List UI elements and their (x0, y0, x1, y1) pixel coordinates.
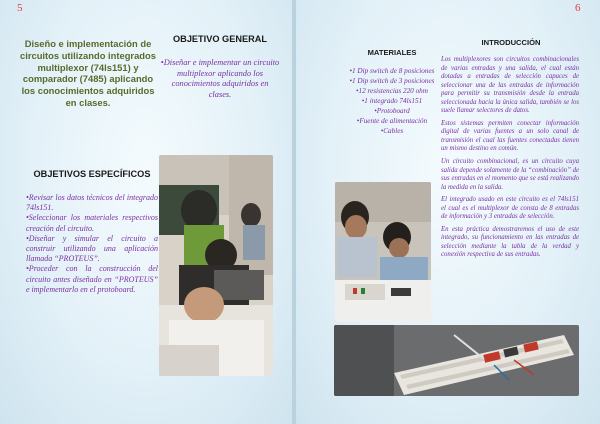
paragraph: Estos sistemas permiten conectar información digital de varias fuentes a un solo canal de transmisión el cual las fuentes conectadas tienen un mismo destino en común. (441, 119, 579, 153)
list-item: •Diseñar y simular el circuito a construir utilizando una aplicación llamada “PROTEUS”. (26, 233, 158, 264)
materiales-heading: MATERIALES (367, 48, 417, 57)
students-photo-image (335, 182, 431, 322)
classroom-photo-image (159, 155, 273, 376)
list-item: •Cables (380, 127, 404, 135)
list-item: •Proceder con la construcción del circuito antes diseñado en “PROTEUS” e implementarlo en el protoboard. (26, 264, 158, 294)
list-item: •1 integrado 74ls151 (361, 97, 423, 105)
introduccion-text (441, 56, 579, 264)
protoboard-photo-image (334, 325, 579, 396)
protoboard-photo (334, 325, 579, 396)
list-item: •12 resistencias 220 ohm (356, 87, 428, 95)
classroom-photo (159, 155, 273, 376)
objetivo-general-text: •Diseñar e implementar un circuito multiplexor aplicando los conocimientos adquiridos en clases. (160, 58, 280, 99)
page-number: 5 (17, 2, 23, 14)
paragraph: Los multiplexores son circuitos combinacionales de varias entradas y una salida, el cual están dotadas a entradas de selección capaces de seleccionar una de las entradas de información para permitir su transmisión desde la entrada seleccionada hacia la única salida, también se los suele llamar selectores de datos. (441, 56, 579, 115)
list-item: •1 Dip switch de 3 posiciones (349, 77, 435, 85)
students-photo (335, 182, 431, 322)
paragraph: El integrado usado en este circuito es el 74ls151 el cual es el multiplexor de consta de 8 entradas de información y 3 entradas de selección. (441, 196, 579, 221)
paragraph: En esta práctica demostraremos el uso de este integrado, su funcionamiento en las entradas de selección mediante la tabla de la verdad y conexión respectiva de sus entradas. (441, 225, 579, 259)
page-number: 6 (575, 2, 581, 14)
document-title: Diseño e implementación de circuitos utilizando integrados multiplexor (74ls151) y comparador (7485) aplicando los conocimientos adquiridos en clases. (20, 38, 156, 108)
objetivos-especificos-heading: OBJETIVOS ESPECÍFICOS (33, 169, 151, 179)
list-item: •1 Dip switch de 8 posiciones (349, 67, 435, 75)
introduccion-heading: INTRODUCCIÓN (481, 38, 541, 47)
left-page (0, 0, 292, 424)
objetivo-general-heading: OBJETIVO GENERAL (173, 34, 267, 44)
list-item: •Seleccionar los materiales respectivos creación del circuito. (26, 213, 158, 233)
list-item: •Protoboard (374, 107, 410, 115)
list-item: •Revisar los datos técnicos del integrado 74ls151. (26, 193, 158, 213)
objetivos-especificos-list (26, 193, 158, 295)
list-item: •Fuente de alimentación (356, 117, 428, 125)
paragraph: Un circuito combinacional, es un circuito cuya salida depende solamente de la “combinación” de sus entradas en el momento que se está realizando la medida en la salida. (441, 158, 579, 191)
